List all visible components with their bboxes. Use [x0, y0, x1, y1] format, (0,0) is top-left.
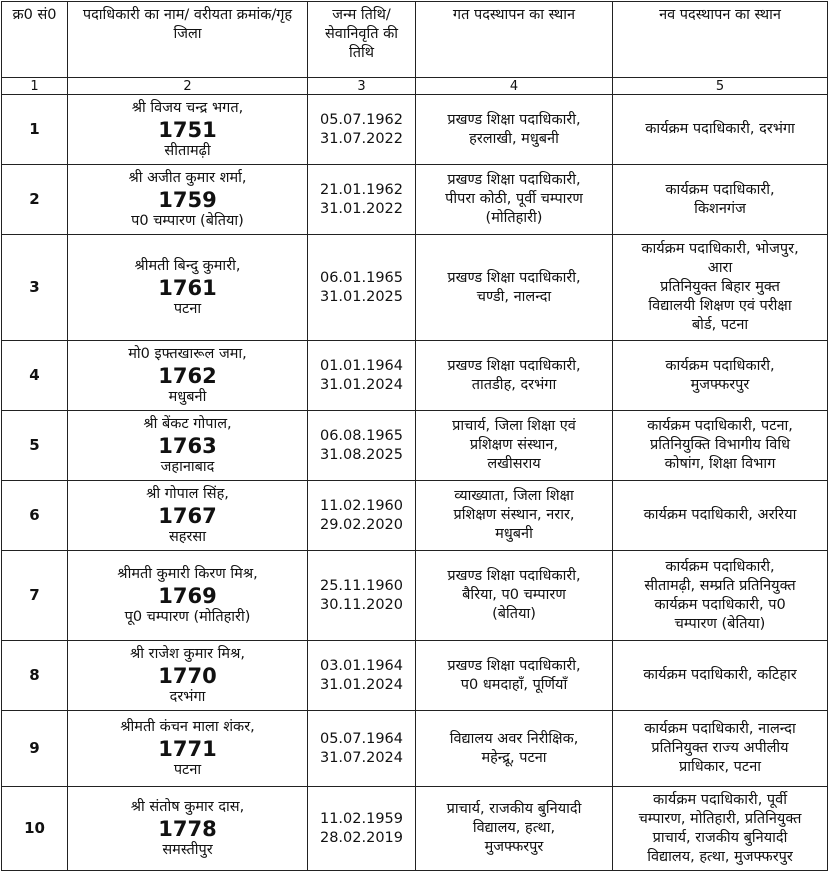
previous-posting-line: प्राचार्य, राजकीय बुनियादी [446, 801, 582, 817]
officer-name: श्रीमती कंचन माला शंकर, [120, 718, 255, 735]
new-posting-cell [613, 341, 828, 411]
new-posting-cell [613, 711, 828, 787]
previous-posting-line: बैरिया, प0 चम्पारण [462, 587, 566, 603]
officer-name: श्री संतोष कुमार दास, [130, 798, 245, 815]
previous-posting-line: पीपरा कोठी, पूर्वी चम्पारण [445, 191, 583, 207]
new-posting-cell [613, 481, 828, 551]
new-posting-line: कार्यक्रम पदाधिकारी, भोजपुर, [641, 241, 799, 257]
new-posting-line: प्रतिनियुक्ति विभागीय विधि [649, 437, 791, 453]
dates-cell [308, 551, 416, 641]
date-of-birth: 25.11.1960 [319, 577, 404, 594]
table-row [2, 165, 828, 235]
header-row [2, 2, 828, 78]
serial-number-cell: 5 [2, 411, 68, 481]
table-row [2, 641, 828, 711]
column-number: 1 [2, 78, 68, 95]
previous-posting-line: प्रखण्ड शिक्षा पदाधिकारी, [447, 568, 581, 584]
previous-posting-line: प्राचार्य, जिला शिक्षा एवं [452, 418, 576, 434]
header-serial: क्र0 सं0 [2, 2, 68, 78]
header-officer: पदाधिकारी का नाम/ वरीयता क्रमांक/गृह जिला [68, 2, 308, 78]
retirement-date: 31.07.2024 [319, 749, 404, 766]
previous-posting-line: प्रखण्ड शिक्षा पदाधिकारी, [447, 172, 581, 188]
date-of-birth: 21.01.1962 [319, 181, 404, 198]
column-number-row [2, 78, 828, 95]
previous-posting-cell [416, 341, 613, 411]
previous-posting-line: (मोतिहारी) [485, 210, 543, 226]
new-posting-line: आरा [707, 260, 733, 276]
new-posting-line: कार्यक्रम पदाधिकारी, [665, 558, 775, 575]
dates-cell [308, 481, 416, 551]
officer-cell [68, 411, 308, 481]
retirement-date: 29.02.2020 [319, 516, 404, 533]
home-district: दरभंगा [169, 688, 206, 705]
new-posting-line: चम्पारण (बेतिया) [674, 615, 766, 632]
new-posting-line: कार्यक्रम पदाधिकारी, नालन्दा [644, 721, 796, 737]
home-district: सहरसा [169, 528, 206, 545]
officer-cell [68, 787, 308, 871]
previous-posting-cell [416, 641, 613, 711]
officer-cell [68, 165, 308, 235]
home-district: समस्तीपुर [162, 841, 213, 858]
previous-posting-line: महेन्द्रू, पटना [481, 749, 547, 766]
date-of-birth: 03.01.1964 [319, 657, 404, 674]
new-posting-line: विद्यालयी शिक्षण एवं परीक्षा [648, 298, 792, 314]
seniority-number: 1762 [158, 363, 217, 388]
table-row [2, 711, 828, 787]
table-row [2, 787, 828, 871]
previous-posting-line: व्याख्याता, जिला शिक्षा [454, 488, 574, 504]
seniority-number: 1769 [158, 583, 217, 608]
previous-posting-line: (बेतिया) [492, 606, 536, 622]
header-new-posting: नव पदस्थापन का स्थान [613, 2, 828, 78]
home-district: पटना [173, 300, 202, 317]
seniority-number: 1771 [158, 736, 217, 761]
previous-posting-line: मुजफ्फरपुर [484, 839, 544, 855]
previous-posting-cell [416, 411, 613, 481]
seniority-number: 1761 [158, 275, 217, 300]
new-posting-cell [613, 411, 828, 481]
previous-posting-line: प्रशिक्षण संस्थान, [469, 437, 559, 453]
serial-number-cell: 9 [2, 711, 68, 787]
officer-cell [68, 711, 308, 787]
serial-number-cell: 4 [2, 341, 68, 411]
table-row [2, 551, 828, 641]
previous-posting-line: विद्यालय, हत्था, [472, 820, 556, 836]
retirement-date: 31.01.2024 [319, 676, 404, 693]
serial-number-cell: 7 [2, 551, 68, 641]
home-district: जहानाबाद [160, 458, 215, 475]
column-number: 4 [416, 78, 613, 95]
new-posting-line: मुजफ्फरपुर [690, 376, 750, 393]
officer-name: मो0 इफ्तखारूल जमा, [128, 345, 247, 362]
retirement-date: 31.01.2025 [319, 288, 404, 305]
previous-posting-cell [416, 551, 613, 641]
new-posting-line: प्राधिकार, पटना [678, 759, 762, 775]
officer-name: श्रीमती कुमारी किरण मिश्र, [117, 565, 258, 582]
dates-cell [308, 165, 416, 235]
previous-posting-cell [416, 235, 613, 341]
table-body [2, 95, 828, 871]
officer-name: श्री गोपाल सिंह, [146, 485, 229, 502]
retirement-date: 28.02.2019 [319, 829, 404, 846]
new-posting-cell [613, 551, 828, 641]
header-previous-posting: गत पदस्थापन का स्थान [416, 2, 613, 78]
new-posting-cell [613, 787, 828, 871]
officer-cell [68, 551, 308, 641]
previous-posting-line: प्रखण्ड शिक्षा पदाधिकारी, [447, 111, 581, 128]
date-of-birth: 06.08.1965 [319, 427, 404, 444]
date-of-birth: 01.01.1964 [319, 357, 404, 374]
serial-number-cell: 8 [2, 641, 68, 711]
column-number: 3 [308, 78, 416, 95]
dates-cell [308, 341, 416, 411]
previous-posting-line: मधुबनी [495, 526, 533, 542]
dates-cell [308, 641, 416, 711]
new-posting-line: प्रतिनियुक्त बिहार मुक्त [660, 279, 780, 295]
serial-number-cell: 6 [2, 481, 68, 551]
previous-posting-line: प्रखण्ड शिक्षा पदाधिकारी, [447, 269, 581, 286]
new-posting-line: प्राचार्य, राजकीय बुनियादी [652, 829, 788, 846]
table-row [2, 481, 828, 551]
date-of-birth: 11.02.1960 [319, 497, 404, 514]
seniority-number: 1751 [158, 117, 217, 142]
new-posting-line: कार्यक्रम पदाधिकारी, [665, 357, 775, 374]
serial-number-cell: 2 [2, 165, 68, 235]
previous-posting-line: लखीसराय [487, 456, 541, 472]
officer-cell [68, 641, 308, 711]
previous-posting-line: हरलाखी, मधुबनी [469, 130, 559, 147]
header-dates: जन्म तिथि/ सेवानिवृति की तिथि [308, 2, 416, 78]
officer-cell [68, 95, 308, 165]
new-posting-line: कार्यक्रम पदाधिकारी, [665, 181, 775, 198]
column-number: 2 [68, 78, 308, 95]
new-posting-cell [613, 641, 828, 711]
dates-cell [308, 235, 416, 341]
previous-posting-line: विद्यालय अवर निरीक्षिक, [449, 730, 579, 747]
new-posting-line: कार्यक्रम पदाधिकारी, पूर्वी [653, 791, 787, 808]
new-posting-line: कार्यक्रम पदाधिकारी, पटना, [647, 418, 793, 434]
officer-cell [68, 341, 308, 411]
serial-number-cell: 3 [2, 235, 68, 341]
retirement-date: 31.07.2022 [319, 130, 404, 147]
new-posting-cell [613, 235, 828, 341]
date-of-birth: 11.02.1959 [319, 810, 404, 827]
serial-number-cell: 10 [2, 787, 68, 871]
home-district: मधुबनी [168, 388, 207, 405]
new-posting-line: प्रतिनियुक्त राज्य अपीलीय [651, 740, 789, 756]
officer-cell [68, 235, 308, 341]
date-of-birth: 05.07.1964 [319, 730, 404, 747]
new-posting-line: कार्यक्रम पदाधिकारी, दरभंगा [645, 121, 795, 137]
new-posting-line: विद्यालय, हत्था, मुजफ्फरपुर [647, 848, 793, 865]
new-posting-line: सीतामढ़ी, सम्प्रति प्रतिनियुक्त [644, 577, 796, 594]
previous-posting-cell [416, 481, 613, 551]
dates-cell [308, 411, 416, 481]
dates-cell [308, 95, 416, 165]
previous-posting-line: चण्डी, नालन्दा [476, 288, 552, 305]
retirement-date: 31.08.2025 [319, 446, 404, 463]
dates-cell [308, 711, 416, 787]
posting-table [1, 1, 828, 871]
new-posting-line: बोर्ड, पटना [691, 317, 749, 333]
new-posting-line: कार्यक्रम पदाधिकारी, अररिया [643, 507, 797, 523]
new-posting-cell [613, 165, 828, 235]
new-posting-line: कोषांग, शिक्षा विभाग [664, 456, 776, 472]
previous-posting-cell [416, 165, 613, 235]
home-district: सीतामढ़ी [164, 142, 211, 159]
seniority-number: 1778 [158, 816, 217, 841]
dates-cell [308, 787, 416, 871]
new-posting-cell [613, 95, 828, 165]
home-district: प0 चम्पारण (बेतिया) [131, 212, 244, 229]
previous-posting-line: प्रखण्ड शिक्षा पदाधिकारी, [447, 657, 581, 674]
home-district: पटना [173, 761, 202, 778]
table-row [2, 95, 828, 165]
previous-posting-line: प्रखण्ड शिक्षा पदाधिकारी, [447, 357, 581, 374]
seniority-number: 1759 [158, 187, 217, 212]
date-of-birth: 05.07.1962 [319, 111, 404, 128]
retirement-date: 31.01.2022 [319, 200, 404, 217]
column-number: 5 [613, 78, 828, 95]
officer-name: श्री विजय चन्द्र भगत, [131, 99, 244, 116]
previous-posting-line: तातडीह, दरभंगा [471, 376, 557, 393]
date-of-birth: 06.01.1965 [319, 269, 404, 286]
seniority-number: 1770 [158, 663, 217, 688]
new-posting-line: किशनगंज [694, 200, 746, 217]
officer-name: श्री बेंकट गोपाल, [143, 415, 232, 432]
table-row [2, 411, 828, 481]
new-posting-line: कार्यक्रम पदाधिकारी, कटिहार [643, 667, 797, 683]
previous-posting-line: प्रशिक्षण संस्थान, नरार, [453, 507, 575, 523]
seniority-number: 1763 [158, 433, 217, 458]
previous-posting-cell [416, 787, 613, 871]
previous-posting-cell [416, 711, 613, 787]
officer-name: श्री राजेश कुमार मिश्र, [130, 645, 245, 662]
new-posting-line: कार्यक्रम पदाधिकारी, प0 [654, 596, 786, 613]
previous-posting-cell [416, 95, 613, 165]
new-posting-line: चम्पारण, मोतिहारी, प्रतिनियुक्त [638, 810, 802, 827]
officer-name: श्रीमती बिन्दु कुमारी, [134, 257, 241, 274]
table-row [2, 341, 828, 411]
previous-posting-line: प0 धमदाहाँ, पूर्णियाँ [460, 676, 568, 693]
seniority-number: 1767 [158, 503, 217, 528]
officer-name: श्री अजीत कुमार शर्मा, [128, 169, 247, 186]
officer-cell [68, 481, 308, 551]
home-district: पू0 चम्पारण (मोतिहारी) [124, 608, 251, 625]
retirement-date: 30.11.2020 [319, 596, 404, 613]
table-row [2, 235, 828, 341]
retirement-date: 31.01.2024 [319, 376, 404, 393]
serial-number-cell: 1 [2, 95, 68, 165]
